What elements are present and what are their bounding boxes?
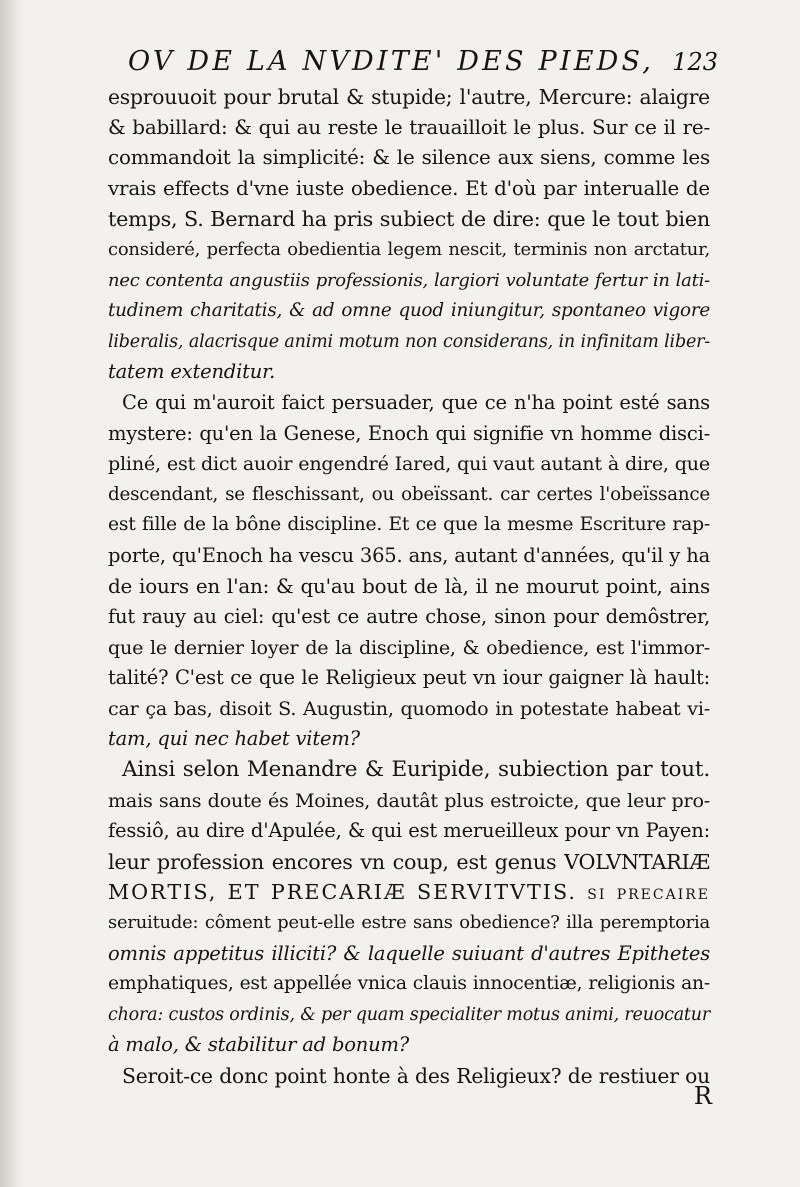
page-edge-shadow [0, 0, 22, 1187]
text-line: commandoit la simplicité: & le silence aux siens, comme les [108, 146, 710, 170]
text-line: fessiô, au dire d'Apulée, & qui est merueilleux pour vn Payen: [108, 819, 710, 843]
latin-quote-line: chora: custos ordinis, & per quam specialiter motus animi, reuocatur [108, 1004, 710, 1025]
text-line: car ça bas, disoit S. Augustin, quomodo in potestate habeat vi- [108, 696, 710, 720]
small-caps-line: MORTIS, ET PRECARIÆ SERVITVTIS. si precaire [108, 880, 710, 905]
paragraph-start-line: Ce qui m'auroit faict persuader, que ce n'ha point esté sans [122, 390, 710, 414]
text-line: fut rauy au ciel: qu'est ce autre chose, sinon pour demôstrer, [108, 605, 710, 629]
text-line: temps, S. Bernard ha pris subiect de dire: que le tout bien [108, 207, 710, 232]
latin-quote-line: à malo, & stabilitur ad bonum? [108, 1033, 410, 1057]
text-line: consideré, perfecta obedientia legem nescit, terminis non arctatur, [108, 238, 710, 260]
latin-quote-line: tudinem charitatis, & ad omne quod iniungitur, spontaneo vigore [108, 300, 710, 322]
text-line: leur profession encores vn coup, est genus VOLVNTARIÆ [108, 849, 710, 874]
text-line: descendant, se fleschissant, ou obeïssant. car certes l'obeïssance [108, 483, 710, 505]
text-line: emphatiques, est appellée vnica clauis innocentiæ, religionis an- [108, 973, 710, 995]
text-line: seruitude: côment peut-elle estre sans obedience? illa peremptoria [108, 912, 710, 934]
page-header [128, 46, 718, 86]
text-line: mystere: qu'en la Genese, Enoch qui signifie vn homme disci- [108, 421, 710, 445]
text-line: mais sans doute és Moines, dautât plus estroicte, que leur pro- [108, 788, 710, 812]
text-line: de iours en l'an: & qu'au bout de là, il ne mourut point, ains [108, 574, 710, 598]
signature-mark: R [693, 1082, 712, 1110]
latin-quote-line: nec contenta angustiis professionis, largiori voluntate fertur in lati- [108, 269, 710, 291]
text-line: & babillard: & qui au reste le trauailloit le plus. Sur ce il re- [108, 115, 710, 139]
text-line: talité? C'est ce que le Religieux peut vn iour gaigner là hault: [108, 666, 710, 690]
text-line: que le dernier loyer de la discipline, & obedience, est l'immor- [108, 635, 710, 659]
latin-quote-line: tam, qui nec habet vitem? [108, 727, 360, 751]
latin-quote-line: omnis appetitus illiciti? & laquelle suiuant d'autres Epithetes [108, 941, 710, 965]
text-line: pliné, est dict auoir engendré Iared, qui vaut autant à dire, que [108, 452, 710, 476]
paragraph-start-line: Ainsi selon Menandre & Euripide, subiection par tout. [122, 757, 710, 783]
running-title: OV DE LA NVDITE' DES PIEDS, [128, 46, 654, 77]
text-line: esprouuoit pour brutal & stupide; l'autre, Mercure: alaigre [108, 85, 710, 109]
text-line: porte, qu'Enoch ha vescu 365. ans, autant d'années, qu'il y ha [108, 543, 710, 567]
paragraph-start-line: Seroit-ce donc point honte à des Religieux? de restiuer ou [122, 1064, 710, 1088]
latin-quote-line: liberalis, alacrisque animi motum non considerans, in infinitam liber- [108, 331, 710, 352]
text-line: est fille de la bône discipline. Et ce que la mesme Escriture rap- [108, 514, 710, 536]
page-number: 123 [672, 48, 718, 76]
body-text [108, 82, 710, 1092]
latin-quote-line: tatem extenditur. [108, 360, 276, 384]
text-line: vrais effects d'vne iuste obedience. Et d'où par interualle de [108, 176, 710, 200]
